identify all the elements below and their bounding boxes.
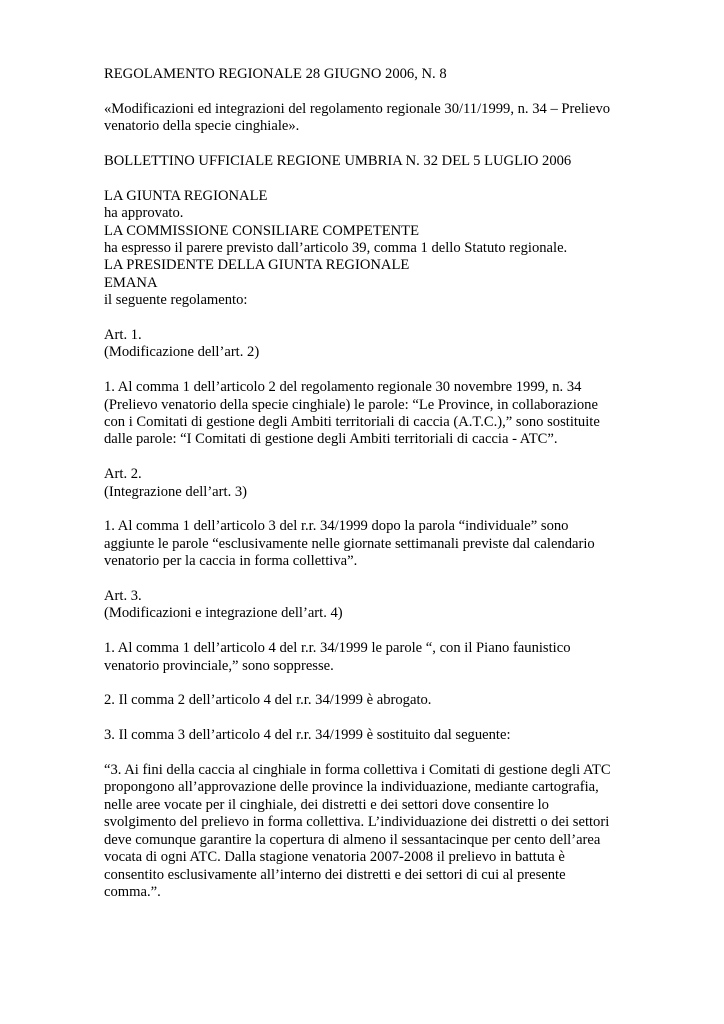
paragraph-line: “3. Ai fini della caccia al cinghiale in forma collettiva i Comitati di gestione degli ATC bbox=[104, 762, 611, 779]
preamble-line: il seguente regolamento: bbox=[104, 292, 248, 309]
paragraph-line: 2. Il comma 2 dell’articolo 4 del r.r. 34/1999 è abrogato. bbox=[104, 692, 432, 709]
article-heading: (Integrazione dell’art. 3) bbox=[104, 483, 248, 500]
paragraph-line: dalle parole: “I Comitati di gestione degli Ambiti territoriali di caccia - ATC”. bbox=[104, 431, 558, 448]
article-heading: (Modificazioni e integrazione dell’art. 4) bbox=[104, 605, 343, 622]
preamble-line: ha espresso il parere previsto dall’articolo 39, comma 1 dello Statuto regionale. bbox=[104, 240, 568, 257]
paragraph-line: vocata di ogni ATC. Dalla stagione venatoria 2007-2008 il prelievo in battuta è bbox=[104, 849, 565, 866]
paragraph-line: consentito esclusivamente all’interno dei distretti e dei settori di cui al presente bbox=[104, 866, 566, 883]
paragraph-line: aggiunte le parole “esclusivamente nelle giornate settimanali previste dal calendario bbox=[104, 535, 595, 552]
paragraph-line: 1. Al comma 1 dell’articolo 2 del regolamento regionale 30 novembre 1999, n. 34 bbox=[104, 379, 582, 396]
preamble-line: EMANA bbox=[104, 274, 158, 291]
paragraph-line: 3. Il comma 3 dell’articolo 4 del r.r. 34/1999 è sostituito dal seguente: bbox=[104, 727, 511, 744]
subtitle-line: venatorio della specie cinghiale». bbox=[104, 118, 300, 135]
document-page bbox=[104, 66, 624, 919]
page-title: REGOLAMENTO REGIONALE 28 GIUGNO 2006, N. 8 bbox=[104, 66, 447, 82]
paragraph-line: deve comunque garantire la copertura di almeno il sessantacinque per cento dell’area bbox=[104, 831, 601, 848]
preamble bbox=[104, 188, 624, 310]
paragraph-line: 1. Al comma 1 dell’articolo 4 del r.r. 34/1999 le parole “, con il Piano faunistico bbox=[104, 640, 571, 657]
article-2-header bbox=[104, 466, 624, 501]
preamble-line: LA GIUNTA REGIONALE bbox=[104, 187, 268, 204]
paragraph-line: nelle aree vocate per il cinghiale, dei distretti e dei settori dove consentire lo bbox=[104, 796, 549, 813]
paragraph-line: con i Comitati di gestione degli Ambiti territoriali di caccia (A.T.C.),” sono sostituite bbox=[104, 414, 600, 431]
article-3-paragraph-3 bbox=[104, 727, 624, 744]
article-3-paragraph-2 bbox=[104, 692, 624, 709]
article-1-header bbox=[104, 327, 624, 362]
paragraph-line: propongono all’approvazione delle province la individuazione, mediante cartografia, bbox=[104, 779, 599, 796]
article-2-paragraph-1 bbox=[104, 518, 624, 570]
paragraph-line: 1. Al comma 1 dell’articolo 3 del r.r. 34/1999 dopo la parola “individuale” sono bbox=[104, 518, 569, 535]
article-3-header bbox=[104, 588, 624, 623]
preamble-line: LA COMMISSIONE CONSILIARE COMPETENTE bbox=[104, 222, 419, 239]
article-3-paragraph-1 bbox=[104, 640, 624, 675]
preamble-line: ha approvato. bbox=[104, 205, 184, 222]
paragraph-line: venatorio per la caccia in forma collettiva”. bbox=[104, 553, 358, 570]
article-number: Art. 1. bbox=[104, 327, 142, 344]
bulletin-line: BOLLETTINO UFFICIALE REGIONE UMBRIA N. 32 DEL 5 LUGLIO 2006 bbox=[104, 153, 572, 169]
subtitle-line: «Modificazioni ed integrazioni del regolamento regionale 30/11/1999, n. 34 – Prelievo bbox=[104, 100, 611, 117]
paragraph-line: venatorio provinciale,” sono soppresse. bbox=[104, 657, 334, 674]
paragraph-line: svolgimento del prelievo in forma collettiva. L’individuazione dei distretti o dei settori bbox=[104, 814, 610, 831]
article-heading: (Modificazione dell’art. 2) bbox=[104, 344, 260, 361]
regulation-title bbox=[104, 66, 624, 83]
paragraph-line: (Prelievo venatorio della specie cinghiale) le parole: “Le Province, in collaborazione bbox=[104, 396, 598, 413]
paragraph-line: comma.”. bbox=[104, 883, 161, 900]
article-3-paragraph-4 bbox=[104, 762, 624, 901]
regulation-subtitle bbox=[104, 101, 624, 136]
bulletin-reference bbox=[104, 153, 624, 170]
preamble-line: LA PRESIDENTE DELLA GIUNTA REGIONALE bbox=[104, 257, 410, 274]
article-number: Art. 3. bbox=[104, 588, 142, 605]
article-1-paragraph-1 bbox=[104, 379, 624, 449]
article-number: Art. 2. bbox=[104, 466, 142, 483]
